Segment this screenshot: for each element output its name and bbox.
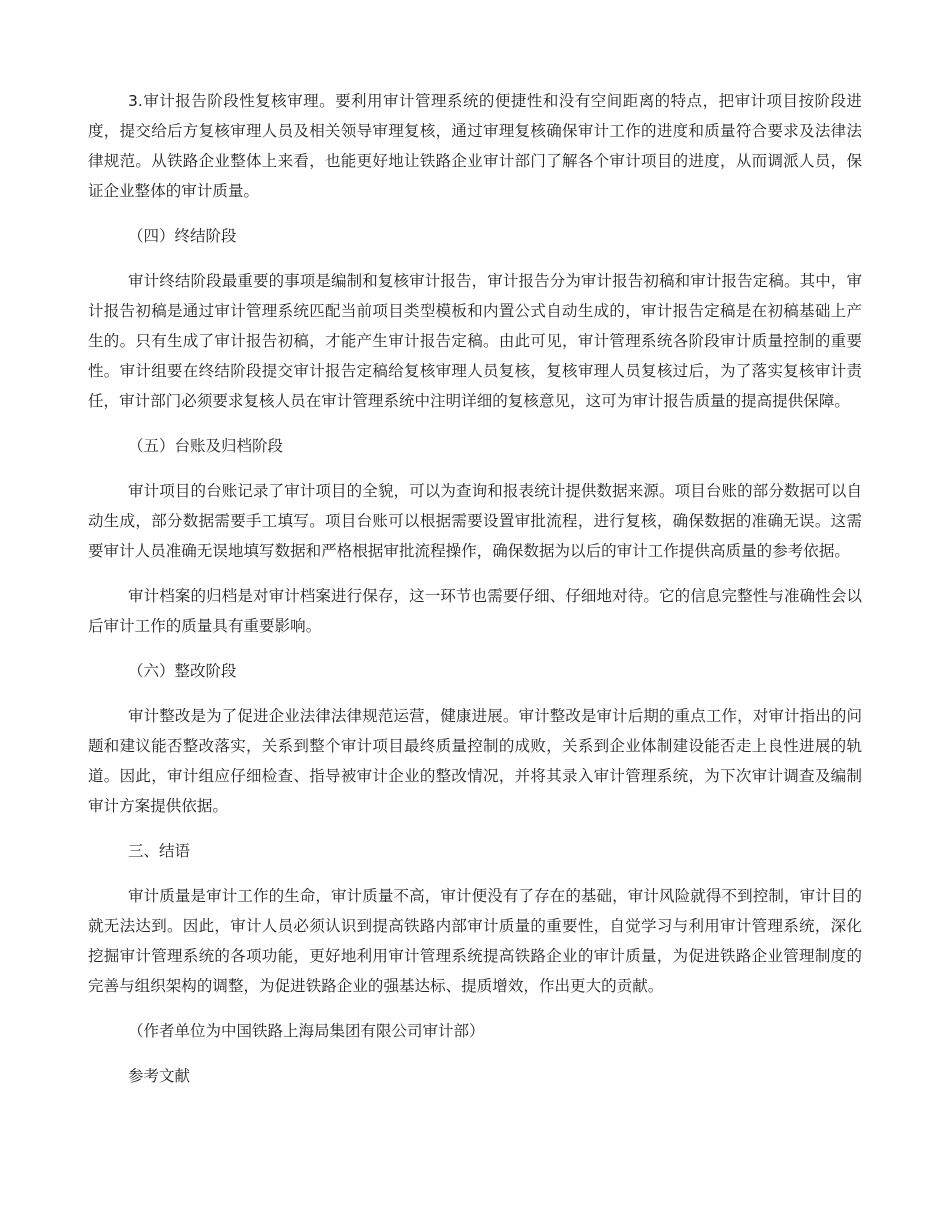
paragraph-ledger: 审计项目的台账记录了审计项目的全貌，可以为查询和报表统计提供数据来源。项目台账的部分数据可以自动生成，部分数据需要手工填写。项目台账可以根据需要设置审批流程，进行复核，确保数据的准确无误。这需要审计人员准确无误地填写数据和严格根据审批流程操作，确保数据为以后的审计工作提供高质量的参考依据。 xyxy=(88,482,862,560)
document-page xyxy=(88,86,862,1106)
heading-rectification-stage: （六）整改阶段 xyxy=(128,662,237,680)
author-affiliation: （作者单位为中国铁路上海局集团有限公司审计部） xyxy=(128,1022,485,1040)
paragraph-archive: 审计档案的归档是对审计档案进行保存，这一环节也需要仔细、仔细地对待。它的信息完整性与准确性会以后审计工作的质量具有重要影响。 xyxy=(88,587,862,635)
paragraph-rectification: 审计整改是为了促进企业法律法律规范运营，健康进展。审计整改是审计后期的重点工作，对审计指出的问题和建议能否整改落实，关系到整个审计项目最终质量控制的成败，关系到企业体制建设能否走上良性进展的轨道。因此，审计组应仔细检查、指导被审计企业的整改情况，并将其录入审计管理系统，为下次审计调查及编制审计方案提供依据。 xyxy=(88,707,862,815)
heading-conclusion: 三、结语 xyxy=(128,842,191,860)
paragraph-review-stage: 3.审计报告阶段性复核审理。要利用审计管理系统的便捷性和没有空间距离的特点，把审计项目按阶段进度，提交给后方复核审理人员及相关领导审理复核，通过审理复核确保审计工作的进度和质量符合要求及法律法律规范。从铁路企业整体上来看，也能更好地让铁路企业审计部门了解各个审计项目的进度，从而调派人员，保证企业整体的审计质量。 xyxy=(88,92,862,200)
heading-references: 参考文献 xyxy=(128,1067,191,1085)
heading-final-stage: （四）终结阶段 xyxy=(128,227,237,245)
paragraph-conclusion: 审计质量是审计工作的生命，审计质量不高，审计便没有了存在的基础，审计风险就得不到控制，审计目的就无法达到。因此，审计人员必须认识到提高铁路内部审计质量的重要性，自觉学习与利用审计管理系统，深化挖掘审计管理系统的各项功能，更好地利用审计管理系统提高铁路企业的审计质量，为促进铁路企业管理制度的完善与组织架构的调整，为促进铁路企业的强基达标、提质增效，作出更大的贡献。 xyxy=(88,887,862,995)
heading-ledger-archive-stage: （五）台账及归档阶段 xyxy=(128,437,284,455)
paragraph-final-stage: 审计终结阶段最重要的事项是编制和复核审计报告，审计报告分为审计报告初稿和审计报告定稿。其中，审计报告初稿是通过审计管理系统匹配当前项目类型模板和内置公式自动生成的，审计报告定稿是在初稿基础上产生的。只有生成了审计报告初稿，才能产生审计报告定稿。由此可见，审计管理系统各阶段审计质量控制的重要性。审计组要在终结阶段提交审计报告定稿给复核审理人员复核，复核审理人员复核过后，为了落实复核审计责任，审计部门必须要求复核人员在审计管理系统中注明详细的复核意见，这可为审计报告质量的提高提供保障。 xyxy=(88,272,862,410)
